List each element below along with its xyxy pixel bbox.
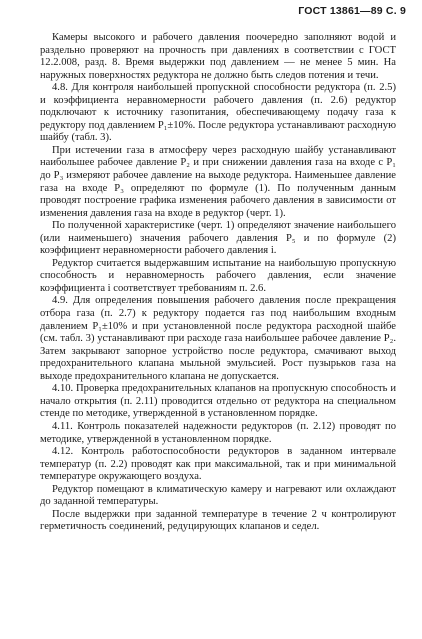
page-header: ГОСТ 13861—89 С. 9: [298, 5, 406, 17]
paragraph: Камеры высокого и рабочего давления поочередно заполняют водой и раздельно проверяют на прочность при давлениях в соответствии с ГОСТ 12.2.008, разд. 8. Время выдержки под давлением — не менее 5 мин. На наружных поверхностях редуктора не должно быть следов потения и течи.: [40, 32, 396, 81]
document-body: [40, 32, 396, 534]
paragraph: По полученной характеристике (черт. 1) определяют значение наибольшего (или наименьшего) значения рабочего давления P₅ и по формуле (2) коэффициент неравномерности рабочего давления i.: [40, 220, 396, 257]
paragraph: При истечении газа в атмосферу через расходную шайбу устанавливают наибольшее рабочее давление P₂ и при снижении давления газа на входе с P₁ до P₃ измеряют рабочее давление на выходе редуктора. Наименьшее давление газа на входе P₃ определяют по формуле (1). По полученным данным проводят построение графика изменения рабочего давления в зависимости от изменения давления газа на входе в редуктор (черт. 1).: [40, 144, 396, 219]
paragraph: 4.10. Проверка предохранительных клапанов на пропускную способность и начало открытия (п. 2.11) проводится отдельно от редуктора на специальном стенде по методике, утвержденной в установленном порядке.: [40, 383, 396, 420]
paragraph: Редуктор считается выдержавшим испытание на наибольшую пропускную способность и неравномерность рабочего давления, если значение коэффициента i соответствует требованиям п. 2.6.: [40, 257, 396, 294]
paragraph: Редуктор помещают в климатическую камеру и нагревают или охлаждают до заданной температуры.: [40, 483, 396, 508]
paragraph: После выдержки при заданной температуре в течение 2 ч контролируют герметичность соединений, редуцирующих клапанов и седел.: [40, 508, 396, 533]
paragraph: 4.9. Для определения повышения рабочего давления после прекращения отбора газа (п. 2.7) к редуктору подается газ под наибольшим входным давлением P₁±10% и при установленной после редуктора расходной шайбе (см. табл. 3) устанавливают при расходе газа наибольшее рабочее давление P₂. Затем закрывают запорное устройство после редуктора, смачивают выход предохранительного клапана мыльной эмульсией. Рост пузырьков газа на выходе предохранительного клапана не допускается.: [40, 295, 396, 382]
paragraph: 4.11. Контроль показателей надежности редукторов (п. 2.12) проводят по методике, утвержденной в установленном порядке.: [40, 420, 396, 445]
paragraph: 4.8. Для контроля наибольшей пропускной способности редуктора (п. 2.5) и коэффициента неравномерности рабочего давления (п. 2.6) редуктор подключают к источнику газопитания, обеспечивающему подачу газа к редуктору под давлением P₁±10%. После редуктора устанавливают расходную шайбу (табл. 3).: [40, 82, 396, 144]
paragraph: 4.12. Контроль работоспособности редукторов в заданном интервале температур (п. 2.2) проводят как при максимальной, так и при минимальной температуре окружающего воздуха.: [40, 446, 396, 483]
